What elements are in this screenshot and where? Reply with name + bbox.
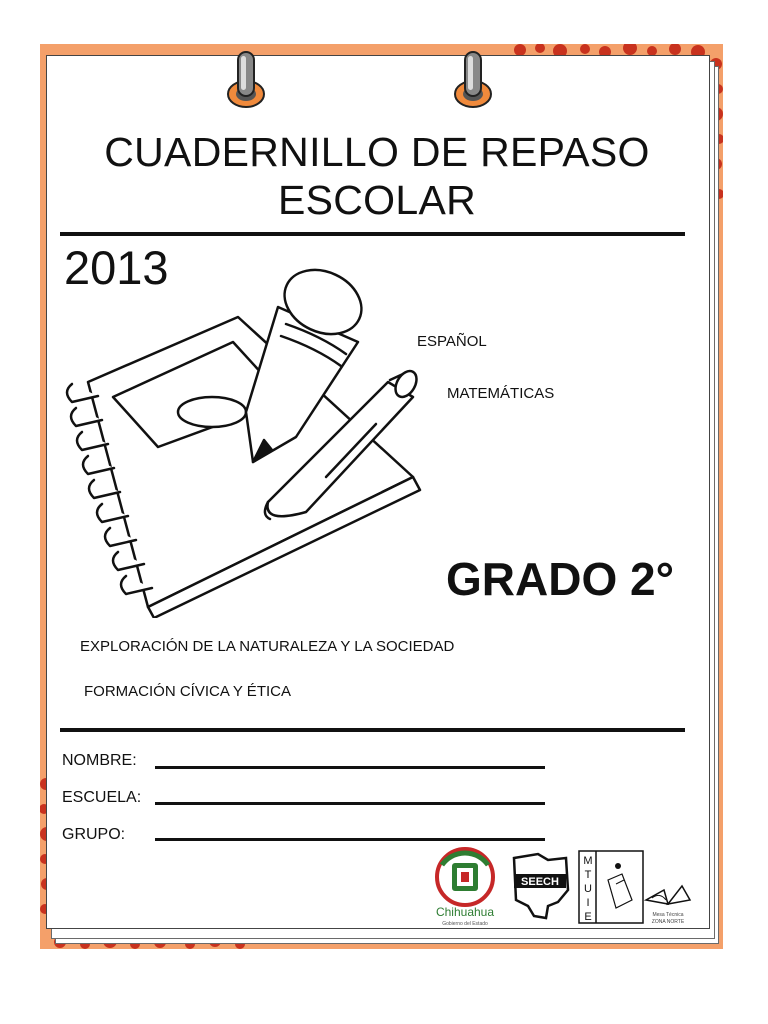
mtuie-letter-i: I bbox=[586, 897, 590, 909]
mtuie-letter-e: E bbox=[584, 911, 592, 923]
title-line-2: ESCOLAR bbox=[277, 177, 477, 223]
mesa-tecnica-text: Mesa Técnica bbox=[652, 912, 684, 918]
chihuahua-text: Chihuahua bbox=[435, 905, 495, 919]
year-label: 2013 bbox=[64, 241, 169, 294]
mtuie-logo bbox=[578, 850, 644, 924]
mtuie-letter-t: T bbox=[584, 869, 592, 881]
mtuie-letter-u: U bbox=[584, 883, 592, 895]
subjects-divider bbox=[60, 728, 685, 732]
notebook-pencil-illustration bbox=[58, 262, 428, 618]
mtuie-letter-m: M bbox=[583, 855, 593, 867]
escuela-label: ESCUELA: bbox=[62, 789, 142, 806]
seech-logo bbox=[508, 850, 572, 922]
seech-text: SEECH bbox=[521, 876, 559, 888]
chihuahua-subtext: Gobierno del Estado bbox=[442, 921, 488, 927]
subject-formacion: FORMACIÓN CÍVICA Y ÉTICA bbox=[84, 683, 291, 700]
subject-espanol: ESPAÑOL bbox=[417, 333, 487, 350]
mesa-tecnica-logo bbox=[642, 876, 694, 926]
nombre-field[interactable] bbox=[155, 766, 545, 769]
grupo-field[interactable] bbox=[155, 838, 545, 841]
grupo-label: GRUPO: bbox=[62, 826, 126, 843]
nombre-label: NOMBRE: bbox=[62, 752, 137, 769]
binder-ring-right-icon bbox=[453, 48, 493, 114]
grade-label: GRADO 2° bbox=[446, 553, 674, 605]
cover-title bbox=[46, 128, 708, 224]
binder-ring-left-icon bbox=[226, 48, 266, 114]
subject-matematicas: MATEMÁTICAS bbox=[447, 385, 555, 402]
title-line-1: CUADERNILLO DE REPASO bbox=[104, 129, 650, 175]
subject-exploracion: EXPLORACIÓN DE LA NATURALEZA Y LA SOCIEDAD bbox=[80, 638, 455, 655]
zona-norte-text: ZONA NORTE bbox=[651, 919, 685, 925]
title-divider bbox=[60, 232, 685, 236]
escuela-field[interactable] bbox=[155, 802, 545, 805]
chihuahua-logo bbox=[430, 845, 500, 927]
